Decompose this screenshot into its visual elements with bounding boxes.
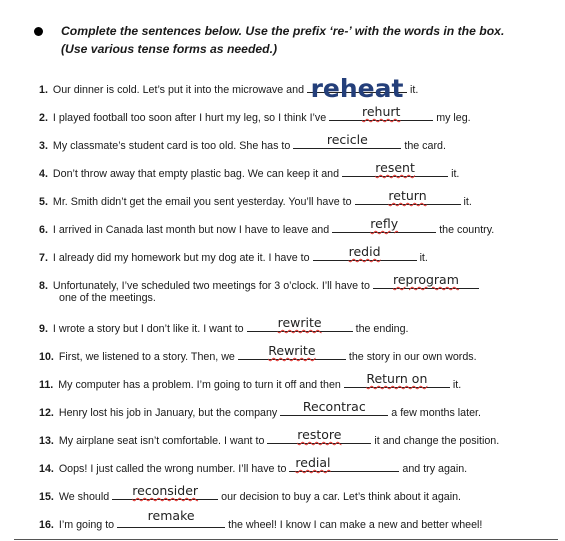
- answer-text: reprogram: [392, 272, 459, 287]
- question-text-before: My airplane seat isn’t comfortable. I want to: [58, 435, 265, 447]
- question-2: [39, 104, 559, 125]
- question-text-before: I arrived in Canada last month but now I have to leave and: [52, 224, 330, 236]
- bottom-divider: [14, 539, 558, 540]
- question-text-after: the card.: [404, 140, 446, 152]
- question-13: [39, 427, 559, 448]
- question-number: 3.: [39, 140, 48, 152]
- question-9: [39, 315, 559, 336]
- answer-blank[interactable]: [342, 160, 448, 177]
- answer-blank[interactable]: [313, 244, 417, 261]
- question-3: [39, 132, 559, 153]
- question-14: [39, 455, 559, 476]
- question-text-after: and try again.: [402, 463, 468, 475]
- instructions-line-2: (Use various tense forms as needed.): [61, 42, 278, 56]
- question-text-after: the ending.: [355, 323, 409, 335]
- answer-text: recicle: [326, 132, 368, 147]
- question-text-before: My classmate’s student card is too old. She has to: [52, 140, 291, 152]
- question-text-before: I’m going to: [58, 519, 115, 531]
- question-text-before: Our dinner is cold. Let’s put it into the microwave and: [52, 84, 305, 96]
- instructions-line-1: Complete the sentences below. Use the prefix ‘re-’ with the words in the box.: [61, 24, 505, 38]
- question-4: [39, 160, 559, 181]
- answer-blank[interactable]: [280, 399, 388, 416]
- question-text-after: the wheel! I know I can make a new and better wheel!: [228, 519, 483, 531]
- answer-text: return: [388, 188, 427, 203]
- question-text-after: it.: [419, 252, 428, 264]
- question-text-before: First, we listened to a story. Then, we: [58, 351, 235, 363]
- question-11: [39, 371, 559, 392]
- question-6: [39, 216, 559, 237]
- answer-text: Recontrac: [302, 399, 366, 414]
- question-text-after: my leg.: [436, 112, 471, 124]
- question-text-after: it.: [452, 379, 462, 391]
- question-number: 14.: [39, 463, 54, 475]
- question-text-after: the country.: [439, 224, 495, 236]
- answer-blank[interactable]: [329, 104, 433, 121]
- answer-text: refly: [370, 216, 399, 231]
- question-text-before: Don’t throw away that empty plastic bag. We can keep it and: [52, 168, 340, 180]
- question-text-after: it.: [451, 168, 460, 180]
- question-text-before: I already did my homework but my dog ate it. I have to: [52, 252, 310, 264]
- question-text-after: it and change the position.: [374, 435, 500, 447]
- question-text-before: We should: [58, 491, 110, 503]
- question-text-before: I played football too soon after I hurt my leg, so I think I’ve: [52, 112, 327, 124]
- question-12: [39, 399, 559, 420]
- answer-text: resent: [375, 160, 415, 175]
- answer-text: redid: [348, 244, 381, 259]
- answer-text: rewrite: [277, 315, 322, 330]
- answer-text: rehurt: [361, 104, 401, 119]
- question-text-before: Oops! I just called the wrong number. I’ll have to: [58, 463, 287, 475]
- question-text-before: Henry lost his job in January, but the company: [58, 407, 278, 419]
- question-text-before: Unfortunately, I’ve scheduled two meetings for 3 o’clock. I’ll have to: [52, 280, 370, 292]
- question-text-before: I wrote a story but I don’t like it. I want to: [52, 323, 244, 335]
- question-number: 7.: [39, 252, 48, 264]
- answer-blank[interactable]: [112, 483, 218, 500]
- question-8: [39, 272, 559, 293]
- answer-blank[interactable]: [247, 315, 353, 332]
- question-5: [39, 188, 559, 209]
- question-number: 8.: [39, 280, 48, 292]
- question-text-after: the story in our own words.: [348, 351, 477, 363]
- answer-text: Rewrite: [268, 343, 316, 358]
- question-text-after: it.: [410, 84, 419, 96]
- answer-text: reconsider: [132, 483, 199, 498]
- answer-blank[interactable]: [332, 216, 436, 233]
- answer-blank[interactable]: [117, 508, 225, 528]
- answer-text: Return on: [366, 371, 428, 386]
- answer-blank[interactable]: [344, 371, 450, 388]
- question-text-after: our decision to buy a car. Let’s think about it again.: [221, 491, 462, 503]
- question-number: 10.: [39, 351, 54, 363]
- question-number: 13.: [39, 435, 54, 447]
- answer-blank[interactable]: [293, 132, 401, 149]
- question-number: 4.: [39, 168, 48, 180]
- question-10: [39, 343, 559, 364]
- question-number: 12.: [39, 407, 54, 419]
- answer-blank[interactable]: [355, 188, 461, 205]
- answer-text: reheat: [310, 74, 404, 103]
- answer-blank[interactable]: [267, 427, 371, 444]
- question-number: 5.: [39, 196, 48, 208]
- question-number: 2.: [39, 112, 48, 124]
- question-text-before: My computer has a problem. I’m going to turn it off and then: [58, 379, 341, 391]
- bullet-icon: [34, 27, 43, 36]
- question-number: 15.: [39, 491, 54, 503]
- question-7: [39, 244, 559, 265]
- question-number: 16.: [39, 519, 54, 531]
- answer-blank[interactable]: [238, 343, 346, 360]
- question-16: [39, 508, 559, 532]
- question-text-after: a few months later.: [391, 407, 481, 419]
- answer-text: restore: [297, 427, 342, 442]
- question-number: 6.: [39, 224, 48, 236]
- question-number: 11.: [39, 379, 54, 391]
- question-15: [39, 483, 559, 504]
- answer-blank[interactable]: [289, 455, 399, 472]
- question-number: 1.: [39, 84, 48, 96]
- question-text-after: it.: [463, 196, 472, 208]
- question-text-before: Mr. Smith didn’t get the email you sent yesterday. You’ll have to: [52, 196, 352, 208]
- question-1: [39, 74, 559, 103]
- answer-blank[interactable]: [307, 74, 407, 103]
- answer-text: redial: [295, 455, 331, 470]
- answer-blank[interactable]: [373, 272, 479, 289]
- question-8-continuation: one of the meetings.: [59, 292, 156, 304]
- answer-text: remake: [147, 508, 195, 523]
- question-number: 9.: [39, 323, 48, 335]
